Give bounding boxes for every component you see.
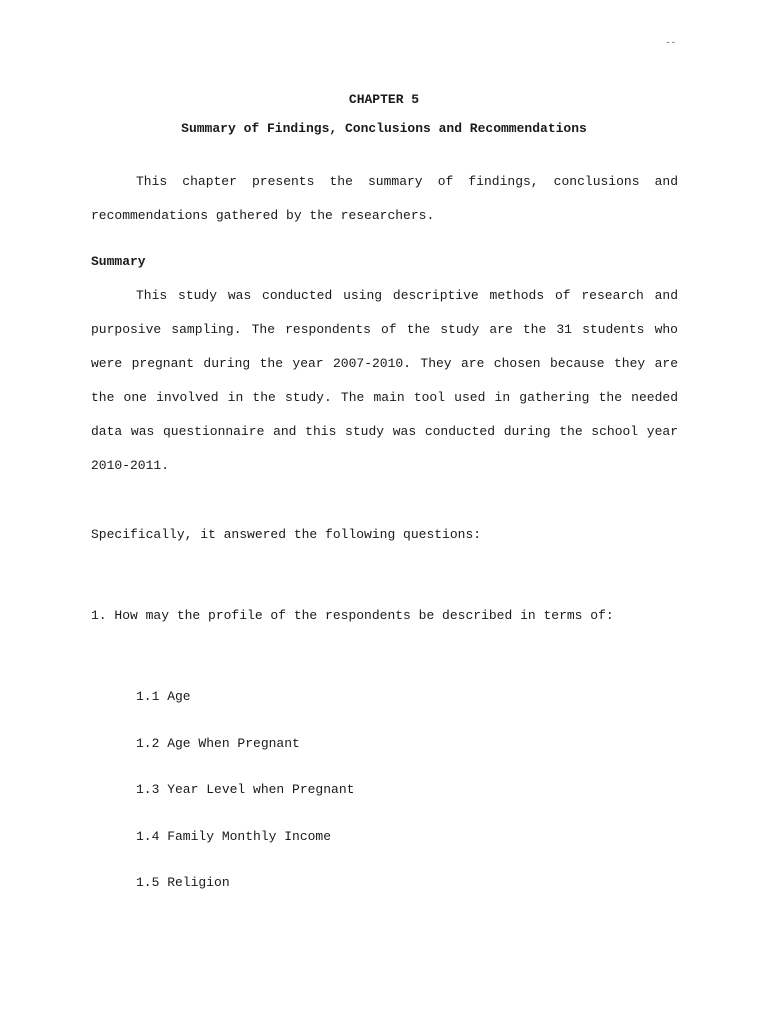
list-item-year-level: 1.3 Year Level when Pregnant <box>136 782 355 797</box>
intro-paragraph: This chapter presents the summary of findings, conclusions and recommendations gathered by the researchers. <box>91 174 678 223</box>
list-item-religion: 1.5 Religion <box>136 875 230 890</box>
summary-heading: Summary <box>91 254 146 269</box>
specifically-line: Specifically, it answered the following questions: <box>91 527 482 542</box>
list-item-age: 1.1 Age <box>136 689 191 704</box>
page-number: -- <box>665 38 676 48</box>
chapter-heading: CHAPTER 5 <box>348 92 420 107</box>
question-1: 1. How may the profile of the respondents be described in terms of: <box>91 608 614 623</box>
list-item-family-income: 1.4 Family Monthly Income <box>136 829 332 844</box>
summary-paragraph: This study was conducted using descriptive methods of research and purposive sampling. The respondents of the study are the 31 students who were pregnant during the year 2007-2010. They are chosen because they are the one involved in the study. The main tool used in gathering the needed data was questionnaire and this study was conducted during the school year 2010-2011. <box>91 288 678 473</box>
chapter-title: Summary of Findings, Conclusions and Recommendations <box>181 121 587 136</box>
list-item-age-when-pregnant: 1.2 Age When Pregnant <box>136 736 300 751</box>
